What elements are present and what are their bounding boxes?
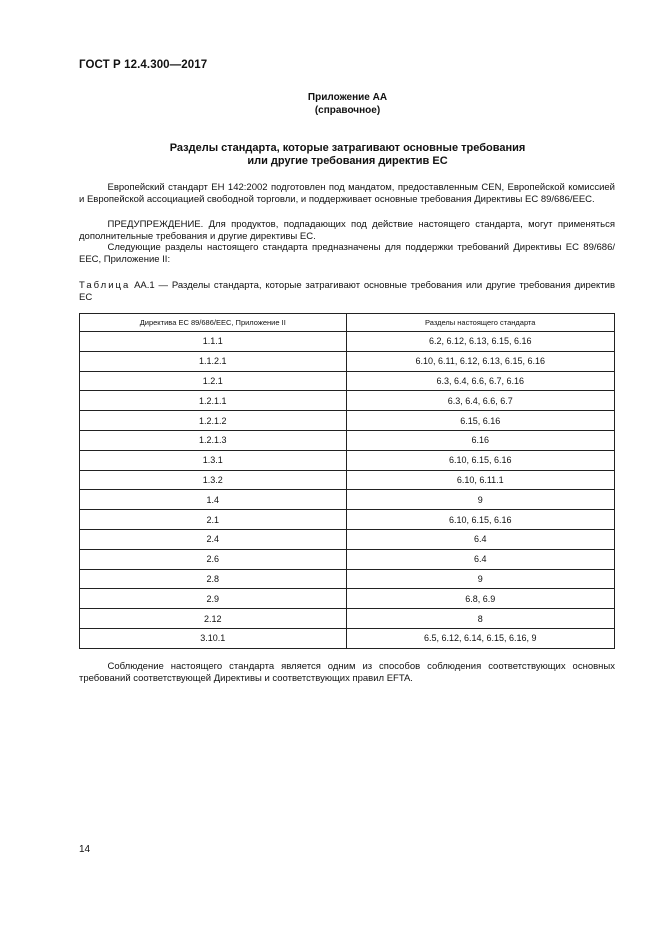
cell-directive: 1.2.1.2 — [80, 411, 347, 431]
cell-directive: 1.2.1.1 — [80, 391, 347, 411]
cell-directive: 1.1.2.1 — [80, 351, 347, 371]
paragraph-text: Европейский стандарт ЕН 142:2002 подготовлен под мандатом, предоставленным CEN, Европейской комиссией и Европейской ассоциацией свободной торговли, и поддерживает основные требования Директивы ЕС 89/686/ЕЕС. — [79, 182, 615, 205]
table-row — [80, 628, 615, 648]
cell-sections: 6.3, 6.4, 6.6, 6.7 — [346, 391, 615, 411]
annex-status: (справочное) — [314, 104, 381, 116]
cell-sections: 6.2, 6.12, 6.13, 6.15, 6.16 — [346, 332, 615, 352]
table-row — [80, 351, 615, 371]
cell-directive: 1.3.2 — [80, 470, 347, 490]
cell-sections: 6.5, 6.12, 6.14, 6.15, 6.16, 9 — [346, 628, 615, 648]
cell-sections: 9 — [346, 490, 615, 510]
table-row — [80, 529, 615, 549]
cell-sections: 8 — [346, 609, 615, 629]
cell-sections: 6.10, 6.15, 6.16 — [346, 450, 615, 470]
cell-sections: 6.10, 6.15, 6.16 — [346, 510, 615, 530]
document-code: ГОСТ Р 12.4.300—2017 — [79, 59, 208, 71]
cell-sections: 6.4 — [346, 549, 615, 569]
cell-directive: 1.3.1 — [80, 450, 347, 470]
cell-directive: 2.9 — [80, 589, 347, 609]
table-caption-label: Таблица — [79, 280, 131, 291]
table-row — [80, 510, 615, 530]
table-row — [80, 569, 615, 589]
table-row — [80, 371, 615, 391]
column-header-directive: Директива ЕС 89/686/ЕЕС, Приложение II — [80, 314, 347, 332]
cell-directive: 1.1.1 — [80, 332, 347, 352]
cell-sections: 6.15, 6.16 — [346, 411, 615, 431]
cell-directive: 2.8 — [80, 569, 347, 589]
section-title-line2: или другие требования директив ЕС — [247, 155, 448, 167]
cell-directive: 2.6 — [80, 549, 347, 569]
table-row — [80, 549, 615, 569]
paragraph-text: Соблюдение настоящего стандарта является одним из способов соблюдения соответствующих основных требований соответствующей Директивы и соответствующих правил EFTA. — [79, 661, 615, 684]
table-row — [80, 589, 615, 609]
table-body — [80, 332, 615, 649]
table-row — [80, 490, 615, 510]
table-row — [80, 332, 615, 352]
cell-sections: 6.10, 6.11.1 — [346, 470, 615, 490]
paragraph-text: Следующие разделы настоящего стандарта предназначены для поддержки требований Директивы ЕС 89/686/ЕЕС, Приложение II: — [79, 242, 615, 265]
cell-directive: 2.12 — [80, 609, 347, 629]
table-caption-text: АА.1 — Разделы стандарта, которые затрагивают основные требования или другие требования директив ЕС — [79, 280, 615, 303]
cell-directive: 1.2.1.3 — [80, 430, 347, 450]
cell-directive: 3.10.1 — [80, 628, 347, 648]
cell-sections: 6.16 — [346, 430, 615, 450]
table-caption — [79, 280, 615, 304]
cell-directive: 1.4 — [80, 490, 347, 510]
paragraph-text: ПРЕДУПРЕЖДЕНИЕ. Для продуктов, подпадающих под действие настоящего стандарта, могут применяться дополнительные требования и другие директивы ЕС. — [79, 219, 615, 242]
paragraph-sections-intro — [79, 242, 615, 266]
cell-sections: 6.8, 6.9 — [346, 589, 615, 609]
table-row — [80, 609, 615, 629]
cell-sections: 6.3, 6.4, 6.6, 6.7, 6.16 — [346, 371, 615, 391]
table-row — [80, 450, 615, 470]
table-row — [80, 411, 615, 431]
paragraph-warning — [79, 219, 615, 243]
table-row — [80, 430, 615, 450]
table-row — [80, 470, 615, 490]
section-title — [0, 142, 661, 168]
cell-directive: 1.2.1 — [80, 371, 347, 391]
annex-title: Приложение АА — [307, 92, 388, 103]
paragraph-compliance — [79, 661, 615, 685]
table-row — [80, 391, 615, 411]
cell-sections: 9 — [346, 569, 615, 589]
cell-sections: 6.10, 6.11, 6.12, 6.13, 6.15, 6.16 — [346, 351, 615, 371]
page-number: 14 — [79, 844, 91, 855]
requirements-table — [79, 313, 615, 649]
annex-heading — [0, 92, 661, 117]
section-title-line1: Разделы стандарта, которые затрагивают основные требования — [169, 142, 526, 154]
cell-directive: 2.4 — [80, 529, 347, 549]
cell-sections: 6.4 — [346, 529, 615, 549]
cell-directive: 2.1 — [80, 510, 347, 530]
paragraph-standard-intro — [79, 182, 615, 206]
table-header-row — [80, 314, 615, 332]
column-header-sections: Разделы настоящего стандарта — [346, 314, 615, 332]
